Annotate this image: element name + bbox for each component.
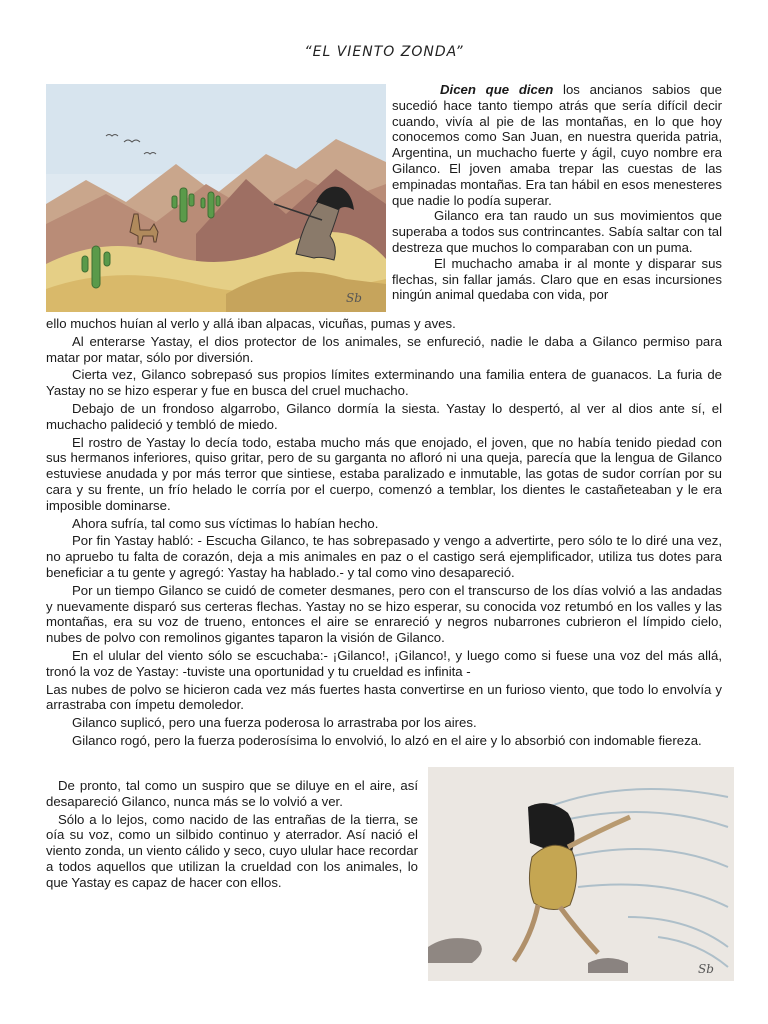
illustration-signature: Sb — [346, 291, 362, 305]
intro-column — [392, 82, 722, 303]
paragraph: Por un tiempo Gilanco se cuidó de cometer desmanes, pero con el transcurso de los días volvió a las andadas y nuevamente disparó sus certeras flechas. Yastay no se hizo esperar, su conocida voz retumbó en los valles y las montañas, era su voz de trueno, entonces el aire se enrareció y negros nubarrones cubrieron el límpido cielo, nubes de polvo con remolinos gigantes taparon la visión de Gilanco. — [46, 582, 722, 646]
paragraph: El rostro de Yastay lo decía todo, estaba mucho más que enojado, el joven, que no había tenido piedad con sus hermanos inferiores, quiso gritar, pero de su garganta no afloró ni una queja, parecía que la lengua de Gilanco estuviese anudada y por más terror que sintiese, estaba paralizado e inmutable, las gotas de sudor corrían por su cara y su frente, un frío helado le corría por el cuerpo, comenzó a temblar, los dientes le castañeteaban y le era imposible dominarse. — [46, 434, 722, 513]
illustration-signature: Sb — [698, 962, 714, 976]
paragraph: ello muchos huían al verlo y allá iban alpacas, vicuñas, pumas y aves. — [46, 316, 456, 331]
paragraph: En el ulular del viento sólo se escuchaba:- ¡Gilanco!, ¡Gilanco!, y luego como si fuese una voz del más allá, tronó la voz de Yastay: -tuviste una oportunidad y tu crueldad es infinita - — [46, 647, 722, 679]
paragraph: El muchacho amaba ir al monte y disparar sus flechas, sin fallar jamás. Claro que en esas incursiones ningún animal quedaba con vida, por — [392, 255, 722, 303]
paragraph: Gilanco rogó, pero la fuerza poderosísima lo envolvió, lo alzó en el aire y lo absorbió con indomable fiereza. — [72, 732, 702, 748]
lead-phrase: Dicen que dicen — [440, 82, 554, 97]
paragraph: Sólo a lo lejos, como nacido de las entrañas de la tierra, se oía su voz, como un silbido continuo y aterrador. Así nació el viento zonda, un viento cálido y seco, cuyo ulular hace recordar a todos aquellos que utilizan la crueldad con los animales, lo que Yastay es capaz de hacer con ellos. — [46, 811, 418, 890]
paragraph: Dicen que dicen los ancianos sabios que sucedió hace tanto tiempo atrás que sería difícil decir cuando, vivía al pie de las montañas, en lo que hoy conocemos como San Juan, en nuestra querida patria, Argentina, un muchacho fuerte y ágil, cuyo nombre era Gilanco. El joven amaba trepar las cuestas de las empinadas montañas. Era tan hábil en esos menesteres que nadie lo podía superar. — [392, 82, 722, 208]
illustration-wind — [428, 767, 734, 981]
paragraph: Por fin Yastay habló: - Escucha Gilanco, te has sobrepasado y vengo a advertirte, pero sólo te lo diré una vez, no apruebo tu falta de corazón, deja a mis animales en paz o el castigo será ejemplificador, utiliza tus dotes para beneficiar a tu gente y agregó: Yastay ha hablado.- y tal como vino desapareció. — [46, 533, 722, 580]
illustration-mountains — [46, 84, 386, 312]
page-title: “EL VIENTO ZONDA” — [304, 44, 464, 60]
paragraph: Gilanco suplicó, pero una fuerza poderosa lo arrastraba por los aires. — [72, 715, 477, 731]
paragraph: Las nubes de polvo se hicieron cada vez más fuertes hasta convertirse en un furioso viento, que todo lo envolvía y arrastraba con ímpetu demoledor. — [46, 681, 722, 713]
paragraph: De pronto, tal como un suspiro que se diluye en el aire, así desapareció Gilanco, nunca más se lo volvió a ver. — [46, 778, 418, 809]
paragraph: Debajo de un frondoso algarrobo, Gilanco dormía la siesta. Yastay lo despertó, al ver al dios ante sí, el muchacho palideció y tembló de miedo. — [46, 400, 722, 432]
paragraph: Ahora sufría, tal como sus víctimas lo habían hecho. — [72, 515, 379, 531]
main-text — [46, 304, 722, 749]
paragraph: Gilanco era tan raudo un sus movimientos que superaba a todos sus contrincantes. Sabía saltar con tal destreza que muchos lo comparaban con un puma. — [392, 208, 722, 255]
final-text — [46, 778, 418, 893]
paragraph: Al enterarse Yastay, el dios protector de los animales, se enfureció, nadie le daba a Gilanco permiso para matar por matar, sólo por diversión. — [46, 333, 722, 365]
paragraph: Cierta vez, Gilanco sobrepasó sus propios límites exterminando una familia entera de guanacos. La furia de Yastay no se hizo esperar y fue en busca del cruel muchacho. — [46, 367, 722, 399]
